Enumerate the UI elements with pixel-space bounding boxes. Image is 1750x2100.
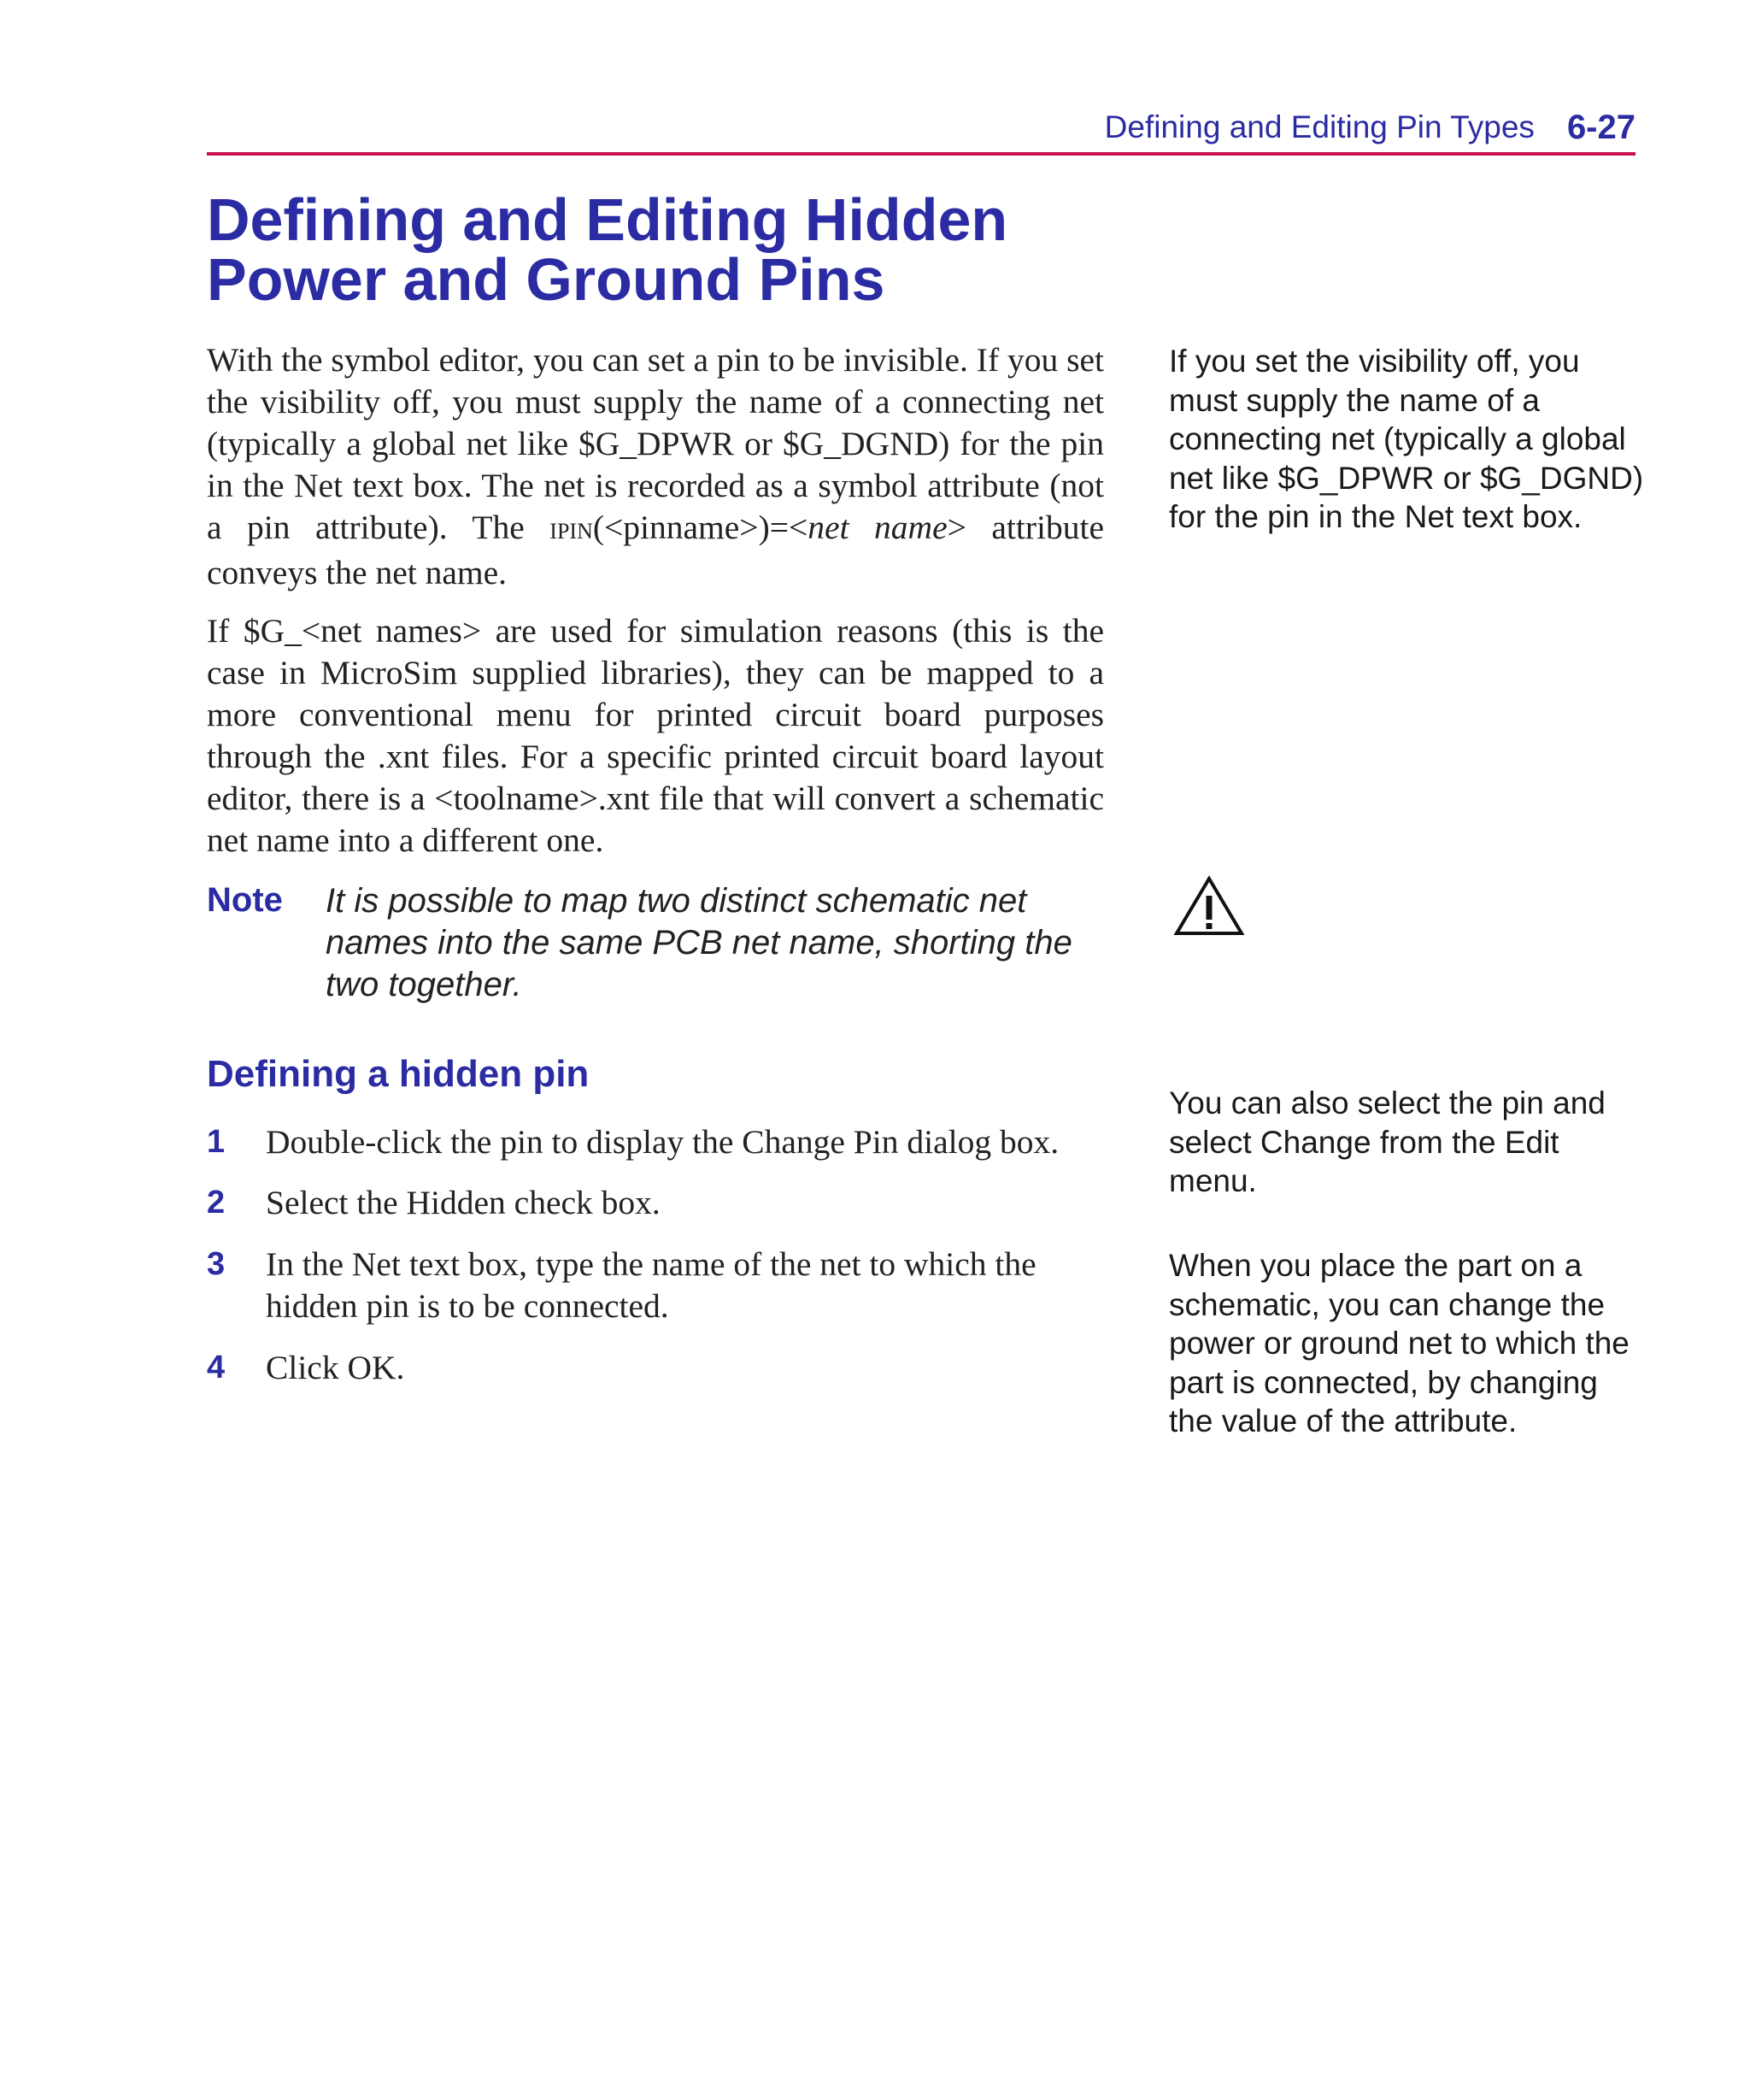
- section-heading: Defining a hidden pin: [207, 1053, 590, 1095]
- net-name-italic: net name: [807, 509, 948, 546]
- page-number: 6-27: [1566, 108, 1635, 146]
- step-text: Click OK.: [266, 1349, 405, 1386]
- sidebar-note-edit-menu: You can also select the pin and select Change from the Edit menu.: [1169, 1085, 1606, 1198]
- page-title-line2: Power and Ground Pins: [207, 246, 885, 313]
- note-text: It is possible to map two distinct schematic net names into the same PCB net name, shorting the two together.: [326, 882, 1072, 1003]
- sidebar-note-attribute: When you place the part on a schematic, you can change the power or ground net to which the part is connected, by changing the value of the attribute.: [1169, 1248, 1630, 1438]
- para1-text: With the symbol editor, you can set a pin to be invisible. If you set the visibility off, you must supply the name of a connecting net (typically a global net like $G_DPWR or $G_DGND) for the pin in the Net text box. The net is recorded as a symbol attribute (not a pin attribute). The: [207, 341, 1104, 546]
- step-number: 2: [207, 1185, 226, 1221]
- ipin-keyword: IPIN: [549, 519, 593, 544]
- body-paragraph-1: [207, 339, 1104, 594]
- step-text: Select the Hidden check box.: [266, 1184, 661, 1221]
- header-section-title: Defining and Editing Pin Types: [1104, 109, 1535, 144]
- step-text: Double-click the pin to display the Change Pin dialog box.: [266, 1123, 1060, 1161]
- page-title: [207, 186, 1232, 313]
- para1-end: > attribute conveys the net name.: [207, 509, 1104, 591]
- warning-triangle-icon: [1173, 875, 1245, 937]
- para1-mid: (<pinname>)=<: [592, 509, 808, 546]
- para2-text: If $G_<net names> are used for simulation reasons (this is the case in MicroSim supplied libraries), they can be mapped to a more conventional menu for printed circuit board purposes through the .xnt files. For a specific printed circuit board layout editor, there is a <toolname>.xnt file that will convert a schematic net name into a different one.: [207, 612, 1104, 859]
- body-paragraph-2: [207, 610, 1104, 862]
- step-number: 4: [207, 1350, 226, 1385]
- page-title-line1: Defining and Editing Hidden: [207, 186, 1008, 253]
- step-number: 1: [207, 1124, 226, 1160]
- sidebar-note-visibility: If you set the visibility off, you must supply the name of a connecting net (typically a global net like $G_DPWR or $G_DGND) for the pin in the Net text box.: [1169, 344, 1644, 534]
- step-number: 3: [207, 1246, 226, 1282]
- step-text: In the Net text box, type the name of the net to which the hidden pin is to be connected.: [266, 1245, 1036, 1325]
- note-label: Note: [207, 881, 283, 919]
- running-header: [207, 103, 1635, 156]
